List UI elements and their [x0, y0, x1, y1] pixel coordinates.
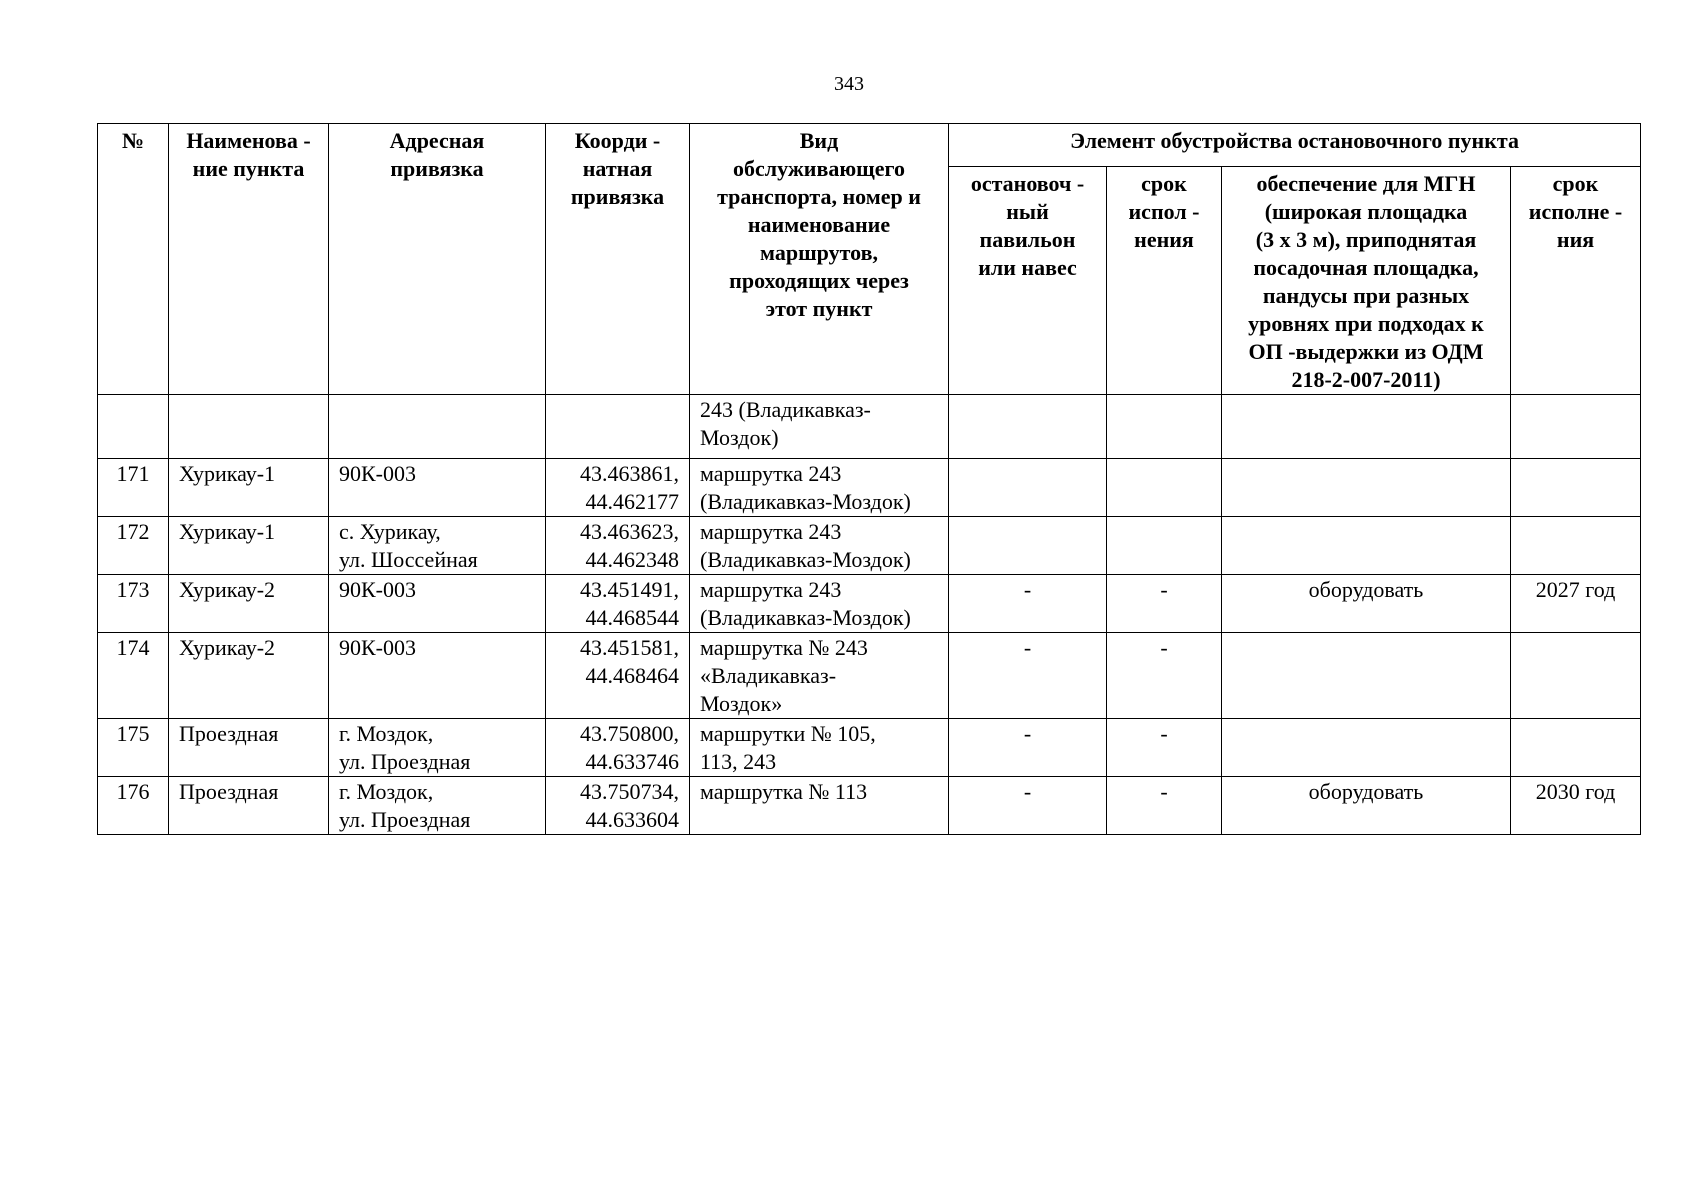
- cell-line: ния: [1556, 227, 1595, 252]
- cell-line: 43.750734,: [580, 779, 679, 804]
- cell-line: ул. Проездная: [339, 749, 471, 774]
- cell-stop-name: Хурикау-1: [169, 459, 329, 517]
- cell-line: Коорди -: [574, 128, 661, 153]
- cell-num: 172: [98, 517, 169, 575]
- cell-line: 44.462177: [585, 489, 679, 514]
- cell-line: 43.463623,: [580, 519, 679, 544]
- cell-pavilion-deadline: [1107, 459, 1222, 517]
- cell-line: павильон: [979, 227, 1076, 252]
- cell-pavilion: -: [949, 719, 1107, 777]
- cell-address: [329, 575, 546, 633]
- cell-line: ОП -выдержки из ОДМ: [1248, 339, 1484, 364]
- cell-line: 43.463861,: [580, 461, 679, 486]
- cell-line: 44.468544: [585, 605, 679, 630]
- cell-address: [329, 777, 546, 835]
- table-row: [98, 459, 1641, 517]
- cell-line: маршрутка № 113: [700, 779, 868, 804]
- cell-line: нения: [1134, 227, 1194, 252]
- table-row: [98, 517, 1641, 575]
- table-row: [98, 633, 1641, 719]
- cell-line: (Владикавказ-Моздок): [700, 489, 911, 514]
- cell-line: 90К-003: [339, 461, 416, 486]
- cell-line: 44.633746: [585, 749, 679, 774]
- cell-pavilion-deadline: -: [1107, 633, 1222, 719]
- cell-line: срок: [1552, 171, 1599, 196]
- cell-line: исполне -: [1528, 199, 1623, 224]
- cell-pavilion: [949, 517, 1107, 575]
- cell-line: проходящих через: [729, 268, 909, 293]
- cell-line: маршрутка 243: [700, 461, 842, 486]
- cell-mgn-deadline: 2030 год: [1511, 777, 1641, 835]
- cell-coords: [546, 633, 690, 719]
- cell-coords: [546, 395, 690, 459]
- header-mgn-deadline: [1511, 167, 1641, 395]
- table-row: [98, 575, 1641, 633]
- cell-transport: [690, 517, 949, 575]
- cell-line: маршрутка 243: [700, 519, 842, 544]
- cell-line: маршрутки № 105,: [700, 721, 876, 746]
- cell-line: Адресная: [389, 128, 485, 153]
- cell-stop-name: Хурикау-1: [169, 517, 329, 575]
- cell-line: привязка: [390, 156, 484, 181]
- header-pavilion-deadline: [1107, 167, 1222, 395]
- cell-line: срок: [1141, 171, 1187, 196]
- cell-transport: [690, 777, 949, 835]
- header-row: [98, 124, 1641, 167]
- header-mgn: [1222, 167, 1511, 395]
- cell-stop-name: Проездная: [169, 719, 329, 777]
- header-num: №: [98, 124, 169, 395]
- cell-mgn: оборудовать: [1222, 575, 1511, 633]
- cell-line: (широкая площадка: [1264, 199, 1468, 224]
- cell-pavilion-deadline: [1107, 395, 1222, 459]
- cell-line: посадочная площадка,: [1253, 255, 1479, 280]
- cell-num: 173: [98, 575, 169, 633]
- cell-mgn-deadline: [1511, 395, 1641, 459]
- cell-line: (3 х 3 м), приподнятая: [1255, 227, 1477, 252]
- cell-line: маршрутов,: [760, 240, 878, 265]
- cell-line: 44.633604: [585, 807, 679, 832]
- cell-mgn-deadline: [1511, 719, 1641, 777]
- cell-coords: [546, 517, 690, 575]
- cell-line: уровнях при подходах к: [1248, 311, 1484, 336]
- cell-line: транспорта, номер и: [717, 184, 921, 209]
- table-row: [98, 395, 1641, 459]
- cell-line: (Владикавказ-Моздок): [700, 605, 911, 630]
- cell-line: 90К-003: [339, 577, 416, 602]
- cell-line: или навес: [978, 255, 1077, 280]
- cell-line: 113, 243: [700, 749, 777, 774]
- cell-address: [329, 633, 546, 719]
- cell-line: остановоч -: [970, 171, 1085, 196]
- cell-num: 171: [98, 459, 169, 517]
- cell-pavilion: -: [949, 777, 1107, 835]
- cell-line: натная: [582, 156, 653, 181]
- cell-mgn-deadline: [1511, 633, 1641, 719]
- cell-mgn-deadline: [1511, 459, 1641, 517]
- cell-line: 43.750800,: [580, 721, 679, 746]
- cell-line: с. Хурикау,: [339, 519, 441, 544]
- header-name: [169, 124, 329, 395]
- cell-line: привязка: [570, 184, 665, 209]
- cell-mgn: оборудовать: [1222, 777, 1511, 835]
- cell-line: Моздок»: [700, 691, 783, 716]
- cell-line: 43.451491,: [580, 577, 679, 602]
- cell-num: 174: [98, 633, 169, 719]
- cell-line: (Владикавказ-Моздок): [700, 547, 911, 572]
- cell-line: ный: [1006, 199, 1049, 224]
- cell-pavilion: -: [949, 575, 1107, 633]
- cell-line: испол -: [1128, 199, 1200, 224]
- cell-coords: [546, 777, 690, 835]
- cell-transport: [690, 633, 949, 719]
- cell-line: 44.468464: [585, 663, 679, 688]
- cell-mgn: [1222, 459, 1511, 517]
- table-row: [98, 719, 1641, 777]
- header-address: [329, 124, 546, 395]
- cell-address: [329, 719, 546, 777]
- cell-line: обеспечение для МГН: [1256, 171, 1476, 196]
- cell-line: 44.462348: [585, 547, 679, 572]
- cell-num: 176: [98, 777, 169, 835]
- cell-mgn-deadline: 2027 год: [1511, 575, 1641, 633]
- cell-pavilion-deadline: -: [1107, 575, 1222, 633]
- cell-line: ул. Шоссейная: [339, 547, 478, 572]
- cell-pavilion-deadline: [1107, 517, 1222, 575]
- header-coords: [546, 124, 690, 395]
- cell-line: обслуживающего: [733, 156, 905, 181]
- cell-line: Моздок): [700, 425, 779, 450]
- cell-mgn: [1222, 719, 1511, 777]
- cell-pavilion-deadline: -: [1107, 719, 1222, 777]
- cell-line: Наименова -: [186, 128, 311, 153]
- cell-mgn: [1222, 633, 1511, 719]
- cell-transport: [690, 719, 949, 777]
- bus-stops-table: [97, 123, 1641, 835]
- cell-transport: [690, 575, 949, 633]
- cell-pavilion-deadline: -: [1107, 777, 1222, 835]
- header-element-group: Элемент обустройства остановочного пункта: [949, 124, 1641, 167]
- cell-stop-name: [169, 395, 329, 459]
- cell-pavilion: [949, 459, 1107, 517]
- cell-line: г. Моздок,: [339, 779, 434, 804]
- cell-line: ул. Проездная: [339, 807, 471, 832]
- cell-num: [98, 395, 169, 459]
- cell-transport: [690, 459, 949, 517]
- cell-coords: [546, 459, 690, 517]
- cell-line: 218-2-007-2011): [1291, 367, 1441, 392]
- cell-pavilion: -: [949, 633, 1107, 719]
- cell-line: маршрутка 243: [700, 577, 842, 602]
- cell-line: Вид: [799, 128, 839, 153]
- cell-line: 90К-003: [339, 635, 416, 660]
- cell-coords: [546, 575, 690, 633]
- cell-stop-name: Хурикау-2: [169, 575, 329, 633]
- table-body: [98, 395, 1641, 835]
- cell-mgn: [1222, 395, 1511, 459]
- cell-line: пандусы при разных: [1262, 283, 1470, 308]
- cell-line: «Владикавказ-: [700, 663, 837, 688]
- cell-coords: [546, 719, 690, 777]
- cell-line: г. Моздок,: [339, 721, 434, 746]
- page-number: 343: [834, 73, 864, 95]
- cell-num: 175: [98, 719, 169, 777]
- cell-line: ние пункта: [192, 156, 305, 181]
- cell-line: наименование: [747, 212, 891, 237]
- cell-line: 243 (Владикавказ-: [700, 397, 871, 422]
- header-transport: [690, 124, 949, 395]
- table-row: [98, 777, 1641, 835]
- cell-line: этот пункт: [765, 296, 873, 321]
- cell-mgn-deadline: [1511, 517, 1641, 575]
- cell-line: маршрутка № 243: [700, 635, 868, 660]
- cell-pavilion: [949, 395, 1107, 459]
- cell-stop-name: Проездная: [169, 777, 329, 835]
- cell-address: [329, 459, 546, 517]
- cell-line: 43.451581,: [580, 635, 679, 660]
- cell-address: [329, 517, 546, 575]
- cell-transport: [690, 395, 949, 459]
- cell-address: [329, 395, 546, 459]
- header-pavilion: [949, 167, 1107, 395]
- cell-stop-name: Хурикау-2: [169, 633, 329, 719]
- cell-mgn: [1222, 517, 1511, 575]
